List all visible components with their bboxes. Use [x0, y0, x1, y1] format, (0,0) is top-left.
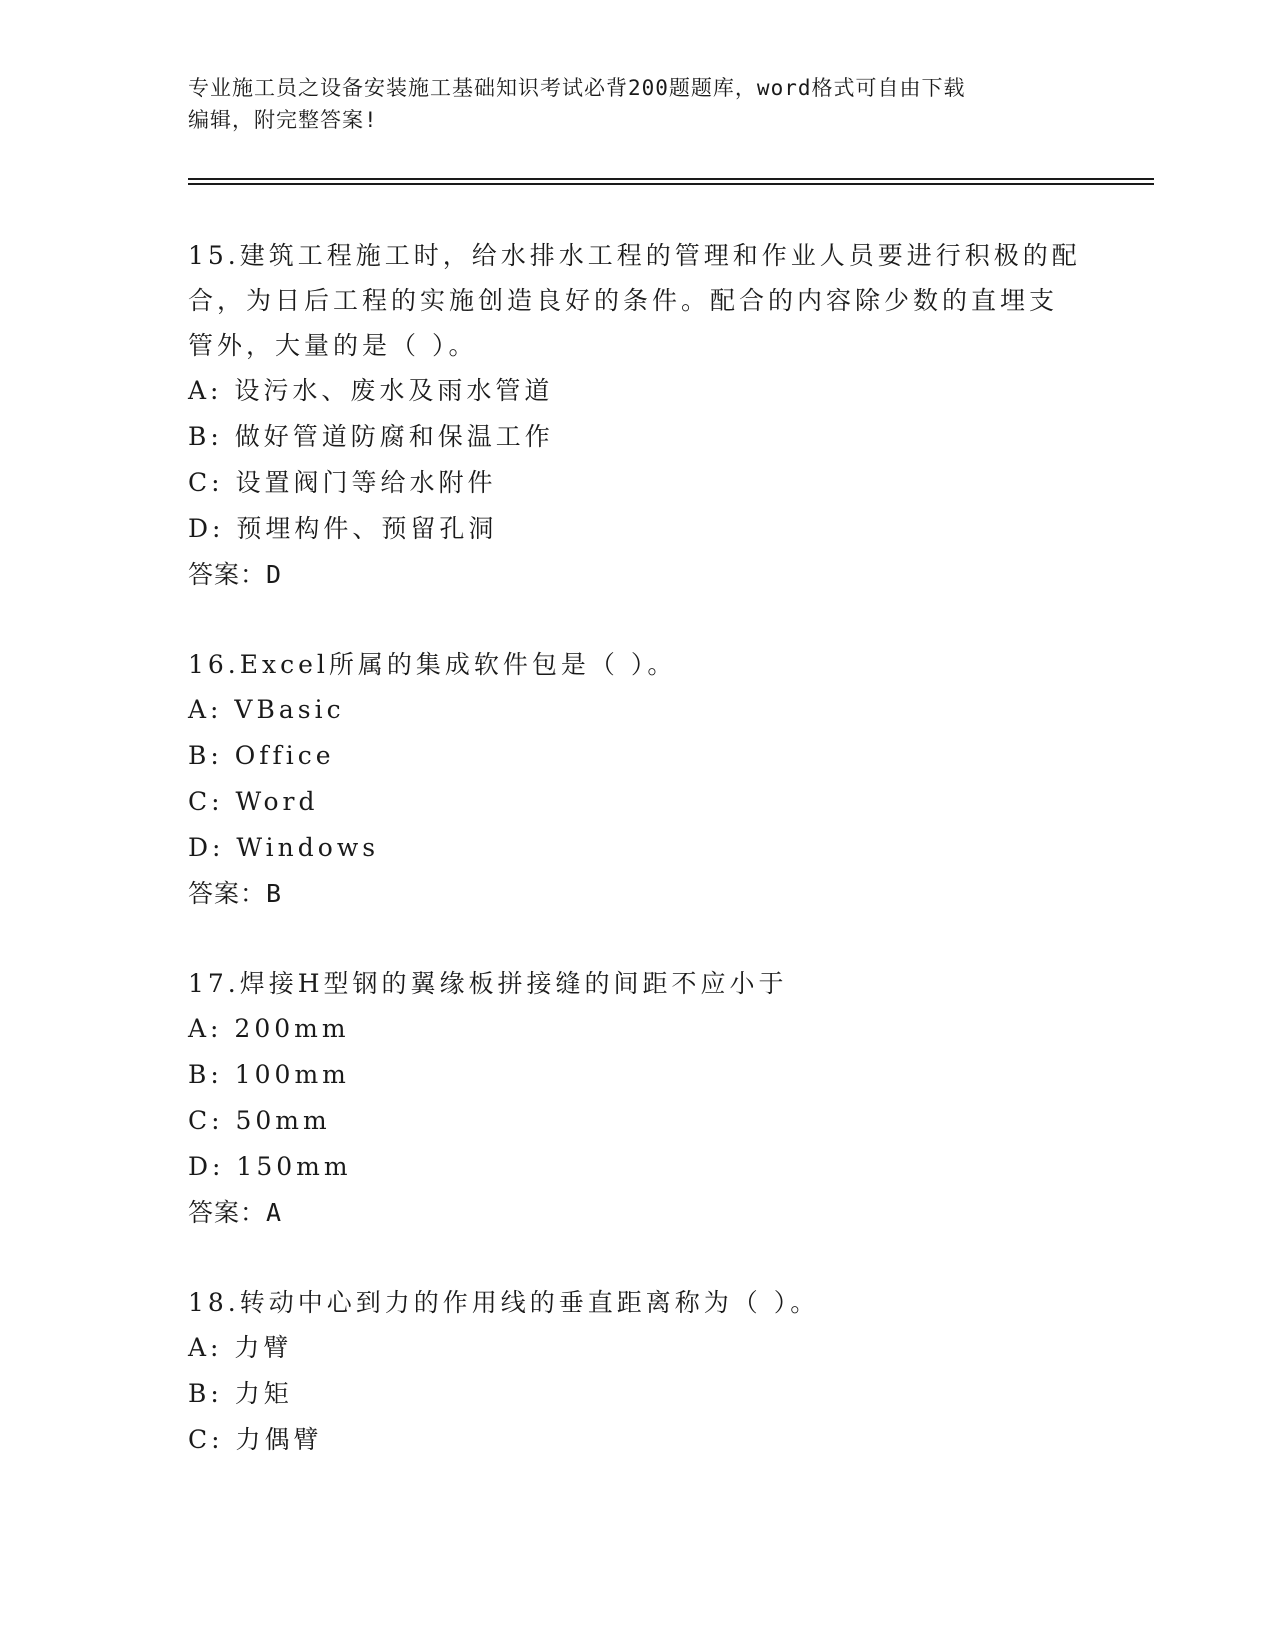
option-d: D: Windows: [188, 833, 380, 862]
option-a: A: 200mm: [188, 1014, 350, 1043]
option-a: A: 设污水、废水及雨水管道: [188, 376, 554, 405]
question-15: [188, 233, 1088, 598]
option-c: C: 力偶臂: [188, 1425, 323, 1454]
answer-label: 答案：A: [188, 1198, 283, 1227]
question-stem: [188, 233, 1088, 368]
option-b: B: 做好管道防腐和保温工作: [188, 422, 554, 451]
option-c: C: 50mm: [188, 1106, 331, 1135]
option-b: B: 力矩: [188, 1379, 293, 1408]
option-a: A: 力臂: [188, 1333, 293, 1362]
question-stem-line: 17.焊接H型钢的翼缘板拼接缝的间距不应小于: [188, 969, 788, 998]
question-stem-line: 16.Excel所属的集成软件包是（ ）。: [188, 650, 677, 679]
question-stem: [188, 642, 1088, 687]
header-divider-bottom: [188, 183, 1154, 185]
option-a: A: VBasic: [188, 695, 345, 724]
header-line-2: 编辑，附完整答案!: [188, 108, 378, 132]
header-divider-top: [188, 178, 1154, 180]
question-stem: [188, 1280, 1088, 1325]
option-c: C: Word: [188, 787, 319, 816]
answer-label: 答案：B: [188, 879, 283, 908]
option-b: B: Office: [188, 741, 335, 770]
question-18: [188, 1280, 1088, 1463]
option-d: D: 150mm: [188, 1152, 352, 1181]
question-16: [188, 642, 1088, 917]
question-stem-line: 合，为日后工程的实施创造良好的条件。配合的内容除少数的直埋支: [188, 286, 1059, 315]
question-stem-line: 18.转动中心到力的作用线的垂直距离称为（ ）。: [188, 1288, 820, 1317]
answer-label: 答案：D: [188, 560, 283, 589]
question-list: [188, 233, 1088, 1507]
option-b: B: 100mm: [188, 1060, 350, 1089]
header-line-1: 专业施工员之设备安装施工基础知识考试必背200题题库，word格式可自由下载: [188, 76, 966, 100]
question-stem-line: 15.建筑工程施工时，给水排水工程的管理和作业人员要进行积极的配: [188, 241, 1081, 270]
document-header: [188, 72, 1088, 136]
question-stem-line: 管外，大量的是（ ）。: [188, 331, 478, 360]
option-c: C: 设置阀门等给水附件: [188, 468, 497, 497]
question-stem: [188, 961, 1088, 1006]
question-17: [188, 961, 1088, 1236]
option-d: D: 预埋构件、预留孔洞: [188, 514, 498, 543]
